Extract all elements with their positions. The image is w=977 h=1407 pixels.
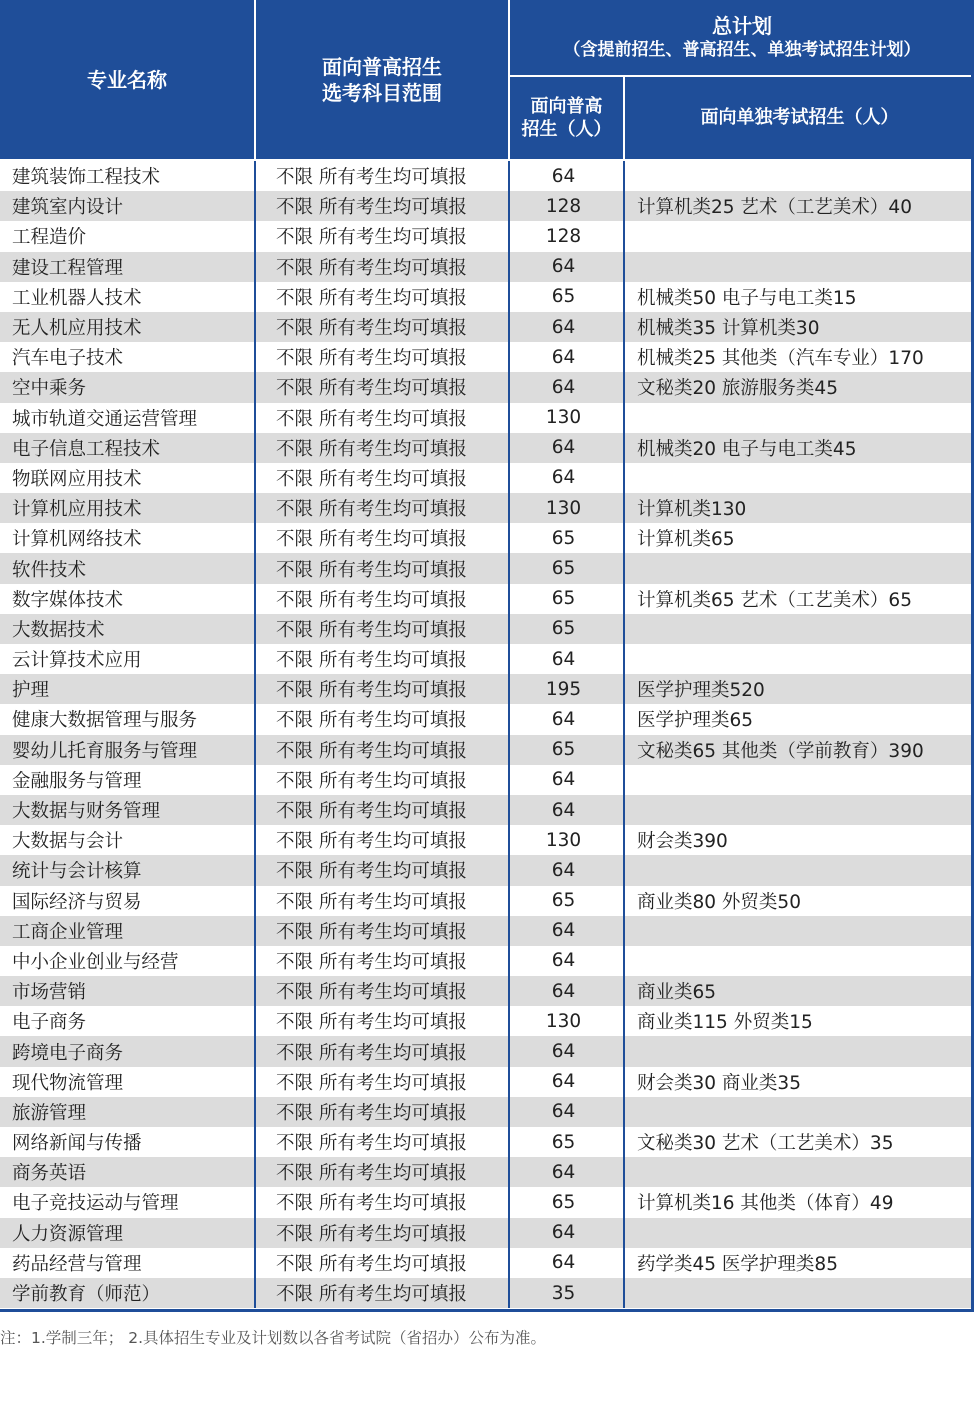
table-row (0, 342, 974, 372)
header-total-title: 总计划 (712, 14, 772, 39)
major-name-cell: 计算机应用技术 (0, 493, 255, 523)
separate-exam-cell: 计算机类25 艺术（工艺美术）40 (624, 191, 974, 221)
general-enrollment-cell: 65 (509, 614, 624, 644)
subject-scope-cell: 不限 所有考生均可填报 (255, 584, 509, 614)
general-enrollment-cell: 64 (509, 1218, 624, 1248)
subject-scope-cell: 不限 所有考生均可填报 (255, 855, 509, 885)
subject-scope-cell: 不限 所有考生均可填报 (255, 553, 509, 583)
subject-scope-cell: 不限 所有考生均可填报 (255, 372, 509, 402)
table-row (0, 252, 974, 282)
general-enrollment-cell: 64 (509, 704, 624, 734)
table-row (0, 1006, 974, 1036)
separate-exam-cell: 机械类20 电子与电工类45 (624, 433, 974, 463)
general-enrollment-cell: 130 (509, 825, 624, 855)
major-name-cell: 中小企业创业与经营 (0, 946, 255, 976)
table-row (0, 221, 974, 251)
subject-scope-cell: 不限 所有考生均可填报 (255, 1278, 509, 1308)
general-enrollment-cell: 64 (509, 1097, 624, 1127)
major-name-cell: 云计算技术应用 (0, 644, 255, 674)
major-name-cell: 数字媒体技术 (0, 584, 255, 614)
general-enrollment-cell: 65 (509, 584, 624, 614)
separate-exam-cell: 财会类30 商业类35 (624, 1067, 974, 1097)
separate-exam-cell: 文秘类65 其他类（学前教育）390 (624, 735, 974, 765)
subject-scope-cell: 不限 所有考生均可填报 (255, 976, 509, 1006)
table-row (0, 1187, 974, 1217)
major-name-cell: 市场营销 (0, 976, 255, 1006)
general-enrollment-cell: 64 (509, 1157, 624, 1187)
general-enrollment-cell: 64 (509, 765, 624, 795)
table-row (0, 1067, 974, 1097)
major-name-cell: 国际经济与贸易 (0, 886, 255, 916)
major-name-cell: 商务英语 (0, 1157, 255, 1187)
general-enrollment-cell: 64 (509, 433, 624, 463)
table-body (0, 160, 974, 1308)
separate-exam-cell (624, 553, 974, 583)
major-name-cell: 学前教育（师范） (0, 1278, 255, 1308)
subject-scope-cell: 不限 所有考生均可填报 (255, 160, 509, 191)
table-row (0, 1218, 974, 1248)
table-row (0, 1097, 974, 1127)
subject-scope-cell: 不限 所有考生均可填报 (255, 221, 509, 251)
general-enrollment-cell: 64 (509, 1036, 624, 1066)
table-header (0, 0, 974, 160)
separate-exam-cell (624, 1036, 974, 1066)
subject-scope-cell: 不限 所有考生均可填报 (255, 252, 509, 282)
general-enrollment-cell: 128 (509, 221, 624, 251)
separate-exam-cell (624, 614, 974, 644)
separate-exam-cell: 医学护理类520 (624, 674, 974, 704)
major-name-cell: 物联网应用技术 (0, 463, 255, 493)
major-name-cell: 建设工程管理 (0, 252, 255, 282)
general-enrollment-cell: 64 (509, 342, 624, 372)
separate-exam-cell: 文秘类30 艺术（工艺美术）35 (624, 1127, 974, 1157)
general-enrollment-cell: 65 (509, 735, 624, 765)
major-name-cell: 工业机器人技术 (0, 282, 255, 312)
header-separate-exam: 面向单独考试招生（人） (624, 76, 974, 160)
table-row (0, 674, 974, 704)
subject-scope-cell: 不限 所有考生均可填报 (255, 795, 509, 825)
table-row (0, 976, 974, 1006)
subject-scope-cell: 不限 所有考生均可填报 (255, 644, 509, 674)
table-row (0, 1036, 974, 1066)
major-name-cell: 电子竞技运动与管理 (0, 1187, 255, 1217)
major-name-cell: 婴幼儿托育服务与管理 (0, 735, 255, 765)
table-row (0, 1278, 974, 1308)
separate-exam-cell (624, 1218, 974, 1248)
separate-exam-cell: 机械类25 其他类（汽车专业）170 (624, 342, 974, 372)
separate-exam-cell: 商业类115 外贸类15 (624, 1006, 974, 1036)
separate-exam-cell (624, 855, 974, 885)
header-major-name: 专业名称 (0, 0, 255, 160)
separate-exam-cell: 计算机类65 艺术（工艺美术）65 (624, 584, 974, 614)
general-enrollment-cell: 65 (509, 1187, 624, 1217)
separate-exam-cell (624, 916, 974, 946)
header-scope-line2: 选考科目范围 (322, 80, 442, 105)
table-row (0, 795, 974, 825)
separate-exam-cell: 机械类50 电子与电工类15 (624, 282, 974, 312)
subject-scope-cell: 不限 所有考生均可填报 (255, 1006, 509, 1036)
general-enrollment-cell: 65 (509, 886, 624, 916)
subject-scope-cell: 不限 所有考生均可填报 (255, 433, 509, 463)
header-subject-scope (255, 0, 509, 160)
separate-exam-cell (624, 795, 974, 825)
separate-exam-cell (624, 463, 974, 493)
general-enrollment-cell: 64 (509, 644, 624, 674)
table-row (0, 855, 974, 885)
subject-scope-cell: 不限 所有考生均可填报 (255, 523, 509, 553)
subject-scope-cell: 不限 所有考生均可填报 (255, 704, 509, 734)
table-row (0, 553, 974, 583)
separate-exam-cell (624, 1097, 974, 1127)
separate-exam-cell: 文秘类20 旅游服务类45 (624, 372, 974, 402)
subject-scope-cell: 不限 所有考生均可填报 (255, 735, 509, 765)
table-row (0, 916, 974, 946)
header-total-plan (509, 0, 974, 76)
subject-scope-cell: 不限 所有考生均可填报 (255, 825, 509, 855)
table-row (0, 191, 974, 221)
major-name-cell: 药品经营与管理 (0, 1248, 255, 1278)
subject-scope-cell: 不限 所有考生均可填报 (255, 674, 509, 704)
separate-exam-cell: 商业类80 外贸类50 (624, 886, 974, 916)
subject-scope-cell: 不限 所有考生均可填报 (255, 403, 509, 433)
general-enrollment-cell: 130 (509, 1006, 624, 1036)
table-row (0, 1157, 974, 1187)
header-general-line1: 面向普高 (530, 95, 603, 117)
general-enrollment-cell: 64 (509, 976, 624, 1006)
separate-exam-cell (624, 644, 974, 674)
general-enrollment-cell: 130 (509, 403, 624, 433)
major-name-cell: 现代物流管理 (0, 1067, 255, 1097)
general-enrollment-cell: 64 (509, 946, 624, 976)
subject-scope-cell: 不限 所有考生均可填报 (255, 1036, 509, 1066)
major-name-cell: 工商企业管理 (0, 916, 255, 946)
subject-scope-cell: 不限 所有考生均可填报 (255, 1218, 509, 1248)
header-general-enrollment (509, 76, 624, 160)
general-enrollment-cell: 64 (509, 312, 624, 342)
table-row (0, 735, 974, 765)
table-row (0, 523, 974, 553)
subject-scope-cell: 不限 所有考生均可填报 (255, 1067, 509, 1097)
separate-exam-cell (624, 765, 974, 795)
table-row (0, 433, 974, 463)
general-enrollment-cell: 64 (509, 252, 624, 282)
table-row (0, 1127, 974, 1157)
table-row (0, 493, 974, 523)
general-enrollment-cell: 65 (509, 1127, 624, 1157)
separate-exam-cell (624, 252, 974, 282)
major-name-cell: 电子信息工程技术 (0, 433, 255, 463)
table-row (0, 644, 974, 674)
subject-scope-cell: 不限 所有考生均可填报 (255, 1157, 509, 1187)
table-row (0, 372, 974, 402)
general-enrollment-cell: 64 (509, 463, 624, 493)
separate-exam-cell (624, 1157, 974, 1187)
separate-exam-cell (624, 160, 974, 191)
table-row (0, 403, 974, 433)
major-name-cell: 无人机应用技术 (0, 312, 255, 342)
general-enrollment-cell: 130 (509, 493, 624, 523)
general-enrollment-cell: 65 (509, 553, 624, 583)
general-enrollment-cell: 65 (509, 523, 624, 553)
separate-exam-cell: 药学类45 医学护理类85 (624, 1248, 974, 1278)
major-name-cell: 工程造价 (0, 221, 255, 251)
table-row (0, 704, 974, 734)
general-enrollment-cell: 64 (509, 916, 624, 946)
table-row (0, 584, 974, 614)
major-name-cell: 统计与会计核算 (0, 855, 255, 885)
separate-exam-cell (624, 403, 974, 433)
subject-scope-cell: 不限 所有考生均可填报 (255, 886, 509, 916)
subject-scope-cell: 不限 所有考生均可填报 (255, 493, 509, 523)
table-row (0, 312, 974, 342)
general-enrollment-cell: 64 (509, 855, 624, 885)
header-general-line2: 招生（人） (521, 119, 612, 140)
subject-scope-cell: 不限 所有考生均可填报 (255, 946, 509, 976)
major-name-cell: 空中乘务 (0, 372, 255, 402)
major-name-cell: 大数据与财务管理 (0, 795, 255, 825)
subject-scope-cell: 不限 所有考生均可填报 (255, 191, 509, 221)
subject-scope-cell: 不限 所有考生均可填报 (255, 1248, 509, 1278)
subject-scope-cell: 不限 所有考生均可填报 (255, 1097, 509, 1127)
separate-exam-cell: 机械类35 计算机类30 (624, 312, 974, 342)
subject-scope-cell: 不限 所有考生均可填报 (255, 282, 509, 312)
footnote: 注：1.学制三年； 2.具体招生专业及计划数以各省考试院（省招办）公布为准。 (0, 1329, 547, 1347)
major-name-cell: 电子商务 (0, 1006, 255, 1036)
table-row (0, 160, 974, 191)
major-name-cell: 建筑室内设计 (0, 191, 255, 221)
table-row (0, 282, 974, 312)
general-enrollment-cell: 35 (509, 1278, 624, 1308)
subject-scope-cell: 不限 所有考生均可填报 (255, 463, 509, 493)
table-row (0, 946, 974, 976)
subject-scope-cell: 不限 所有考生均可填报 (255, 614, 509, 644)
major-name-cell: 建筑装饰工程技术 (0, 160, 255, 191)
table-row (0, 463, 974, 493)
major-name-cell: 护理 (0, 674, 255, 704)
general-enrollment-cell: 195 (509, 674, 624, 704)
separate-exam-cell (624, 946, 974, 976)
major-name-cell: 软件技术 (0, 553, 255, 583)
separate-exam-cell (624, 221, 974, 251)
subject-scope-cell: 不限 所有考生均可填报 (255, 1127, 509, 1157)
table-row (0, 886, 974, 916)
major-name-cell: 网络新闻与传播 (0, 1127, 255, 1157)
subject-scope-cell: 不限 所有考生均可填报 (255, 765, 509, 795)
subject-scope-cell: 不限 所有考生均可填报 (255, 916, 509, 946)
separate-exam-cell: 计算机类65 (624, 523, 974, 553)
separate-exam-cell: 计算机类16 其他类（体育）49 (624, 1187, 974, 1217)
table-row (0, 765, 974, 795)
subject-scope-cell: 不限 所有考生均可填报 (255, 342, 509, 372)
general-enrollment-cell: 64 (509, 795, 624, 825)
separate-exam-cell: 计算机类130 (624, 493, 974, 523)
separate-exam-cell (624, 1278, 974, 1308)
major-name-cell: 城市轨道交通运营管理 (0, 403, 255, 433)
subject-scope-cell: 不限 所有考生均可填报 (255, 312, 509, 342)
major-name-cell: 大数据技术 (0, 614, 255, 644)
major-name-cell: 金融服务与管理 (0, 765, 255, 795)
table-row (0, 825, 974, 855)
major-name-cell: 旅游管理 (0, 1097, 255, 1127)
general-enrollment-cell: 64 (509, 160, 624, 191)
header-scope-line1: 面向普高招生 (322, 54, 442, 79)
major-name-cell: 计算机网络技术 (0, 523, 255, 553)
general-enrollment-cell: 64 (509, 372, 624, 402)
separate-exam-cell: 医学护理类65 (624, 704, 974, 734)
major-name-cell: 健康大数据管理与服务 (0, 704, 255, 734)
general-enrollment-cell: 128 (509, 191, 624, 221)
major-name-cell: 大数据与会计 (0, 825, 255, 855)
separate-exam-cell: 商业类65 (624, 976, 974, 1006)
table-row (0, 614, 974, 644)
major-name-cell: 跨境电子商务 (0, 1036, 255, 1066)
general-enrollment-cell: 65 (509, 282, 624, 312)
general-enrollment-cell: 64 (509, 1248, 624, 1278)
table-row (0, 1248, 974, 1278)
general-enrollment-cell: 64 (509, 1067, 624, 1097)
major-name-cell: 人力资源管理 (0, 1218, 255, 1248)
major-name-cell: 汽车电子技术 (0, 342, 255, 372)
subject-scope-cell: 不限 所有考生均可填报 (255, 1187, 509, 1217)
separate-exam-cell: 财会类390 (624, 825, 974, 855)
header-total-sub: （含提前招生、普高招生、单独考试招生计划） (563, 40, 921, 61)
